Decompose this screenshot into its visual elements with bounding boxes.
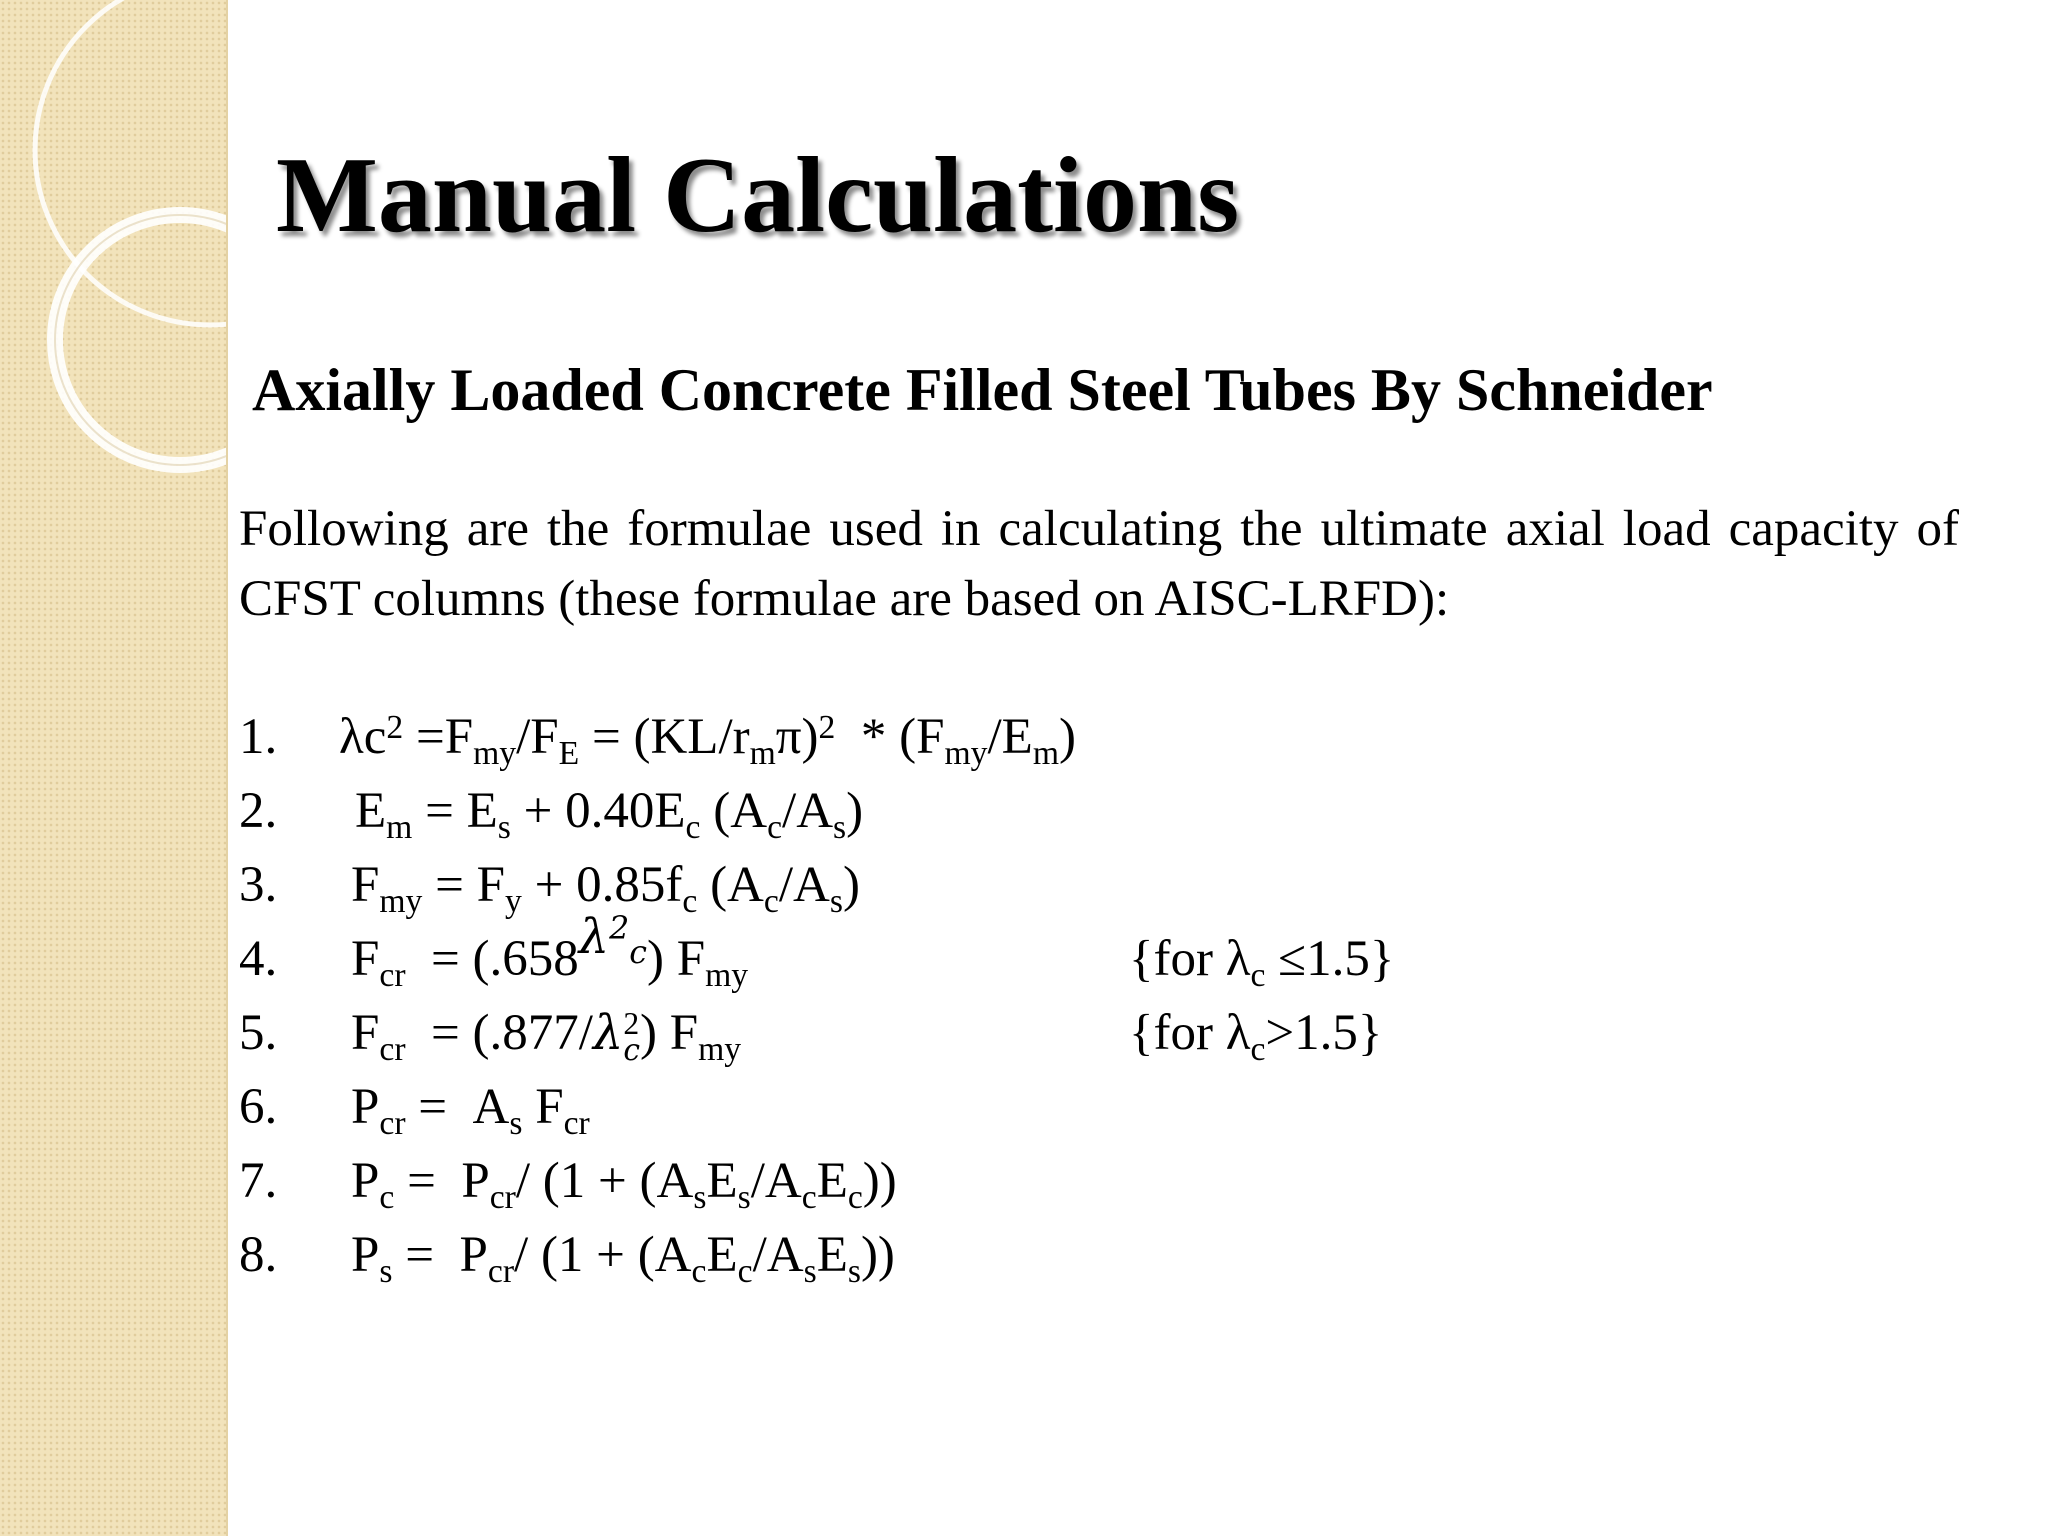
formula-expression: $F_{my} = F_y + 0.85f_c$ $(A_c/A_s)$	[351, 857, 860, 920]
formula-6	[239, 1070, 1839, 1144]
decorative-circles	[0, 0, 228, 1536]
formula-number: 7.	[239, 1153, 278, 1209]
formula-expression: $P_{cr} = A_s$ $F_{cr}$	[351, 1079, 590, 1142]
decorative-sidebar	[0, 0, 228, 1536]
formula-3	[239, 848, 1839, 922]
formula-expression: $F_{cr} = (.658^{\lambda^2_c})$ $F_{my}$	[351, 910, 749, 994]
formula-1	[239, 700, 1839, 774]
formula-7	[239, 1144, 1839, 1218]
formula-list	[239, 700, 1839, 1292]
formula-number: 8.	[239, 1227, 278, 1283]
formula-condition: {for $\lambda_c \le 1.5$}	[1129, 931, 1395, 994]
formula-8	[239, 1218, 1839, 1292]
formula-2	[239, 774, 1839, 848]
formula-number: 5.	[239, 1005, 278, 1061]
formula-expression: $F_{cr} = (.877/\lambda$ 2 c ) $F_{my}$	[351, 1005, 742, 1069]
sidebar-divider	[226, 0, 228, 1536]
formula-number: 3.	[239, 857, 278, 913]
formula-number: 1.	[239, 709, 278, 765]
formula-expression: $\lambda c^2 =F_{my}/F_E = (KL/r_m\pi)^2 * (F_{my}/E_m)$	[339, 708, 1076, 772]
formula-number: 2.	[239, 783, 278, 839]
formula-expression: $E_m = E_s + 0.40E_c$ $(A_c/A_s)$	[355, 783, 864, 846]
formula-5	[239, 996, 1839, 1070]
formula-number: 4.	[239, 931, 278, 987]
slide-subtitle: Axially Loaded Concrete Filled Steel Tubes By Schneider	[252, 357, 1713, 423]
formula-expression: $P_c = P_{cr}/$ $(1 + (A_sE_s/A_cE_c))$	[351, 1153, 897, 1216]
slide-title: Manual Calculations	[276, 136, 1240, 255]
formula-expression: $P_s = P_{cr}/$ $(1 + (A_cE_c/A_sE_s))$	[351, 1227, 895, 1290]
formula-4	[239, 910, 1839, 996]
formula-condition: {for $\lambda_c>1.5$}	[1129, 1005, 1383, 1068]
intro-paragraph: Following are the formulae used in calculating the ultimate axial load capacity of CFST columns (these formulae are based on AISC-LRFD):	[239, 501, 1959, 627]
formula-number: 6.	[239, 1079, 278, 1135]
